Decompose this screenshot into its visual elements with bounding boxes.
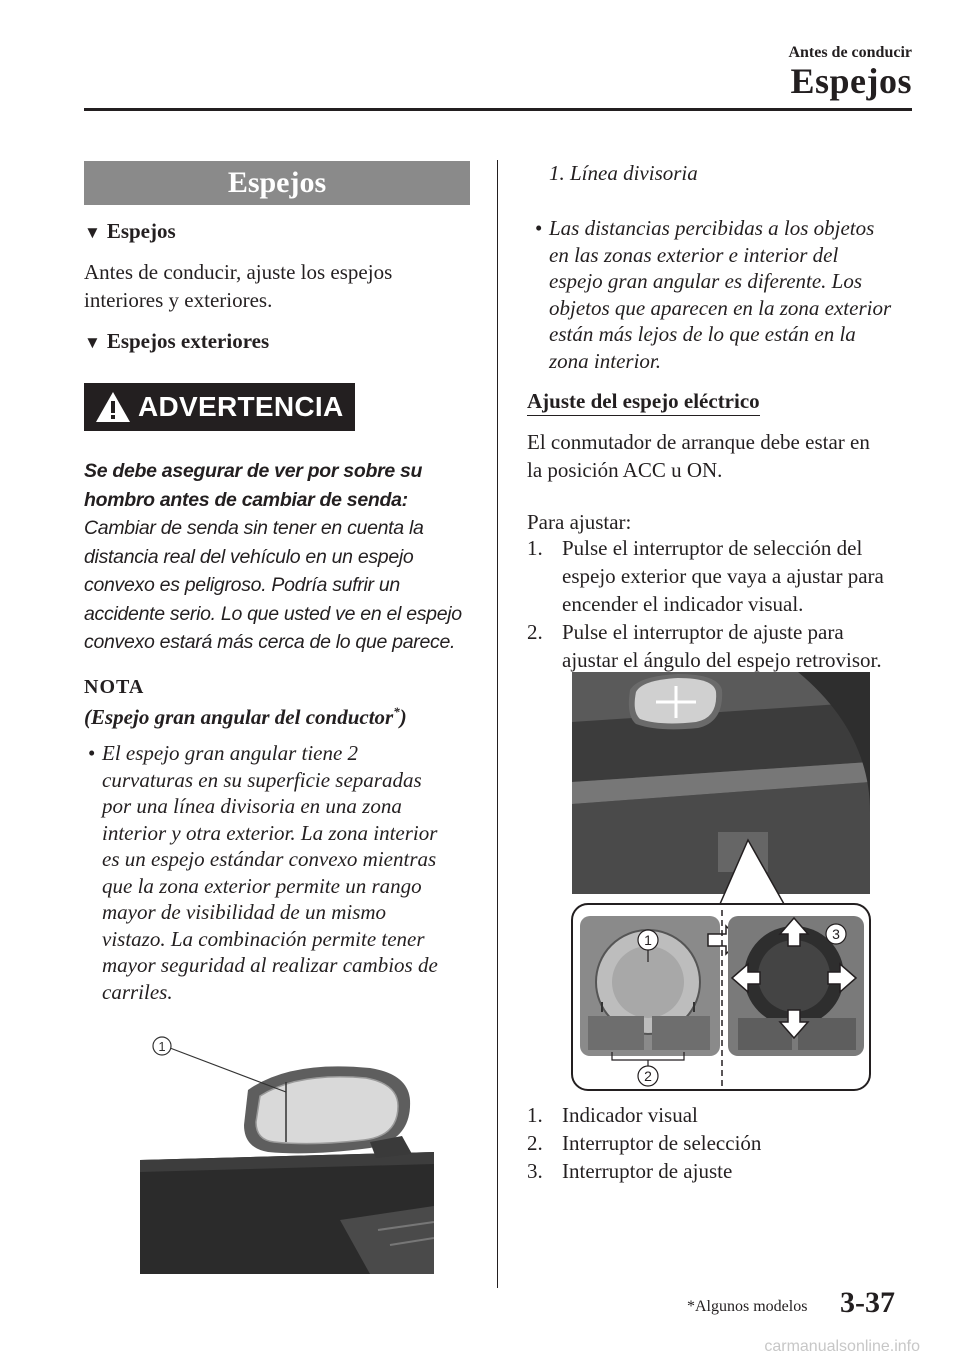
- bullet-dot: •: [535, 216, 543, 240]
- intro-line: interiores y exteriores.: [84, 288, 273, 312]
- footnote: *Algunos modelos: [687, 1298, 808, 1315]
- to-adjust-label: Para ajustar:: [527, 510, 632, 534]
- nota-subtitle-close: ): [399, 705, 407, 729]
- legend-item: [527, 1101, 761, 1129]
- intro-line: Antes de conducir, ajuste los espejos: [84, 260, 393, 284]
- bullet-dot: •: [88, 741, 96, 765]
- warning-line: distancia real del vehículo en un espejo: [84, 545, 414, 568]
- bullet-line: por una línea divisoria en una zona: [102, 794, 402, 818]
- warning-bold-line: Se debe asegurar de ver por sobre su: [84, 460, 423, 482]
- header-section: Antes de conducir: [788, 44, 912, 61]
- heading-exteriores-text: Espejos exteriores: [106, 329, 270, 353]
- watermark: carmanualsonline.info: [764, 1338, 920, 1355]
- legend-text: Indicador visual: [562, 1103, 698, 1127]
- adjust-steps: [527, 534, 917, 674]
- ignition-paragraph: [527, 428, 870, 484]
- dividing-line-item: 1. Línea divisoria: [549, 161, 698, 185]
- bullet-line: están más lejos de lo que están en la: [549, 322, 856, 346]
- wide-angle-mirror-figure: [140, 1030, 434, 1274]
- bullet-line: mayor de visibilidad de un mismo: [102, 900, 387, 924]
- step-line: Pulse el interruptor de ajuste para: [562, 620, 844, 644]
- heading-espejos-text: Espejos: [106, 219, 176, 243]
- step-number: 2.: [527, 620, 543, 644]
- bullet-line: El espejo gran angular tiene 2: [102, 741, 359, 765]
- bullet-line: espejo gran angular es diferente. Los: [549, 269, 863, 293]
- callout-1: 1: [158, 1039, 166, 1054]
- power-mirror-heading: Ajuste del espejo eléctrico: [527, 389, 760, 416]
- mirror-switch-figure: [568, 672, 874, 1094]
- triangle-marker-icon: ▼: [84, 223, 101, 242]
- bullet-line: curvaturas en su superficie separadas: [102, 767, 422, 792]
- column-divider: [497, 160, 498, 1288]
- warning-box: [84, 383, 355, 431]
- footnote-mark: *: [393, 704, 400, 719]
- heading-espejos: [84, 219, 176, 244]
- warning-text: [84, 457, 484, 657]
- legend-item: [527, 1157, 761, 1185]
- bullet-line: interior y otra exterior. La zona interior: [102, 820, 438, 845]
- bullet-line: que la zona exterior permite un rango: [102, 873, 422, 898]
- bullet-line: Las distancias percibidas a los objetos: [549, 216, 875, 240]
- ignition-line: El conmutador de arranque debe estar en: [527, 430, 870, 454]
- header-title: Espejos: [790, 61, 912, 101]
- step-line: espejo exterior que vaya a ajustar para: [562, 564, 884, 588]
- nota-subtitle-text: (Espejo gran angular del conductor: [84, 705, 394, 729]
- heading-espejos-exteriores: [84, 329, 269, 354]
- section-banner: Espejos: [84, 161, 470, 205]
- bullet-line: vistazo. La combinación permite tener: [102, 926, 425, 951]
- step-line: ajustar el ángulo del espejo retrovisor.: [562, 648, 882, 672]
- header-rule: [84, 108, 912, 111]
- callout-1: 1: [644, 932, 652, 948]
- warning-bold-line: hombro antes de cambiar de senda:: [84, 488, 408, 511]
- nota-subtitle: [84, 704, 407, 730]
- warning-triangle-icon: [94, 390, 132, 424]
- step-1: [527, 534, 917, 618]
- legend-text: Interruptor de selección: [562, 1131, 762, 1155]
- warning-line: Cambiar de senda sin tener en cuenta la: [84, 517, 424, 539]
- step-line: encender el indicador visual.: [562, 592, 804, 616]
- figure-legend: [527, 1101, 761, 1185]
- bullet-line: objetos que aparecen en la zona exterior: [549, 295, 892, 320]
- bullet-line: zona interior.: [549, 348, 662, 373]
- bullet-line: carriles.: [102, 979, 173, 1004]
- step-number: 1.: [527, 536, 543, 560]
- ignition-line: la posición ACC u ON.: [527, 458, 723, 482]
- triangle-marker-icon: ▼: [84, 333, 101, 352]
- legend-number: 2.: [527, 1131, 543, 1155]
- warning-line: accidente serio. Lo que usted ve en el espejo: [84, 602, 462, 625]
- bullet-line: en las zonas exterior e interior del: [549, 242, 839, 267]
- legend-text: Interruptor de ajuste: [562, 1159, 733, 1183]
- bullet-distances: [535, 215, 929, 374]
- step-2: [527, 618, 917, 674]
- warning-label: ADVERTENCIA: [138, 391, 344, 422]
- intro-paragraph: [84, 258, 392, 314]
- nota-label: NOTA: [84, 676, 145, 698]
- bullet-line: es un espejo estándar convexo mientras: [102, 847, 437, 871]
- bullet-wide-angle: [88, 740, 492, 1005]
- callout-3: 3: [832, 926, 840, 942]
- warning-line: convexo estará más cerca de lo que parece.: [84, 631, 456, 653]
- callout-2: 2: [644, 1068, 652, 1084]
- page-number: 3-37: [840, 1286, 895, 1319]
- warning-line: convexo es peligroso. Podría sufrir un: [84, 574, 400, 596]
- step-line: Pulse el interruptor de selección del: [562, 536, 863, 560]
- legend-number: 1.: [527, 1103, 543, 1127]
- legend-item: [527, 1129, 761, 1157]
- bullet-line: mayor seguridad al realizar cambios de: [102, 953, 438, 977]
- legend-number: 3.: [527, 1159, 543, 1183]
